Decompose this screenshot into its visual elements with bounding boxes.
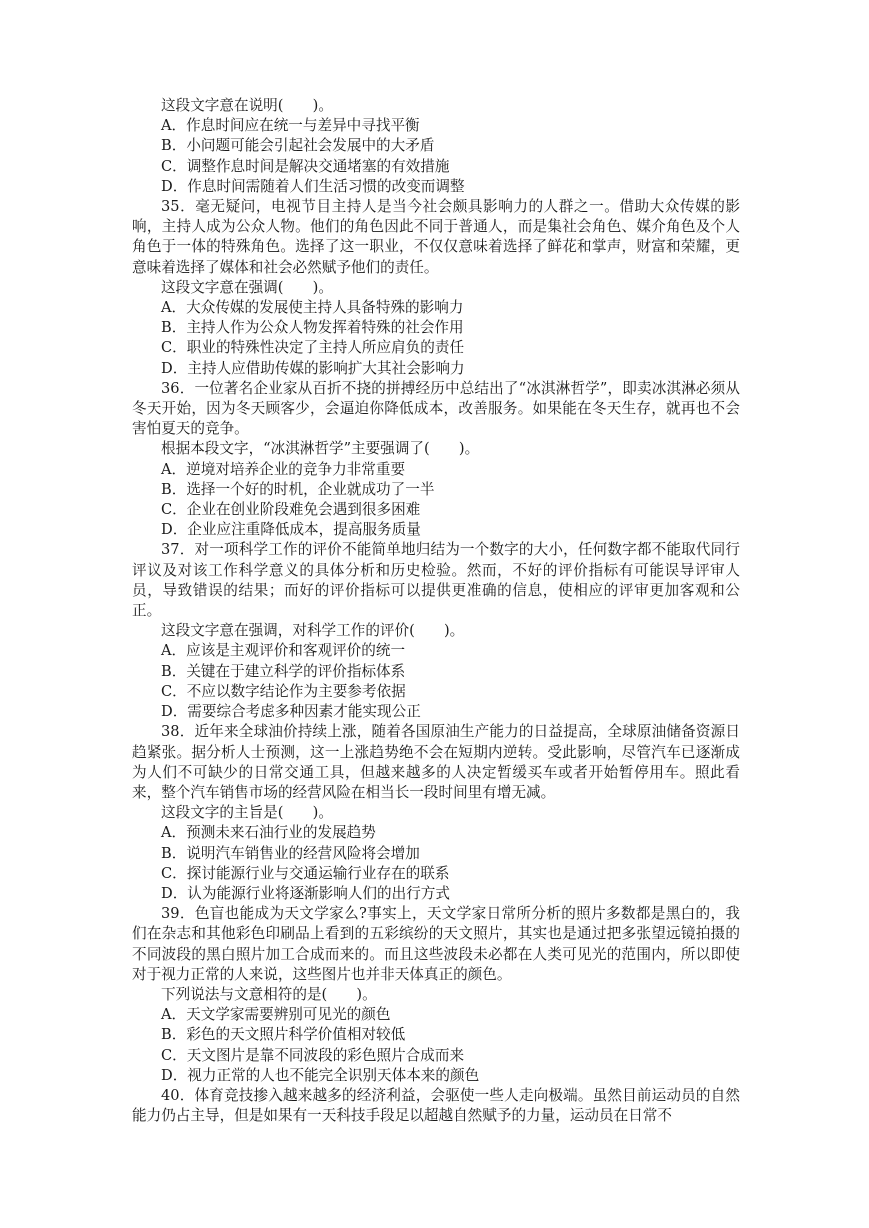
answer-option: C．调整作息时间是解决交通堵塞的有效措施	[161, 157, 450, 175]
answer-option: D．视力正常的人也不能完全识别天体本来的颜色	[161, 1066, 480, 1084]
question-prompt: 根据本段文字，“冰淇淋哲学”主要强调了( )。	[161, 440, 480, 458]
question-paragraph: 35．毫无疑问，电视节目主持人是当今社会颇具影响力的人群之一。借助大众传媒的影响，主持人成为公众人物。他们的角色因此不同于普通人，而是集社会角色、媒介角色及个人角色于一体的特殊角色。选择了这一职业，不仅仅意味着选择了鲜花和掌声，财富和荣耀，更意味着选择了媒体和社会必然赋予他们的责任。	[132, 198, 740, 276]
question-prompt: 这段文字意在强调( )。	[161, 278, 333, 296]
question-paragraph: 36．一位著名企业家从百折不挠的拼搏经历中总结出了“冰淇淋哲学”，即卖冰淇淋必须从冬天开始，因为冬天顾客少，会逼迫你降低成本，改善服务。如果能在冬天生存，就再也不会害怕夏天的竞争。	[132, 379, 740, 438]
answer-option: A．作息时间应在统一与差异中寻找平衡	[161, 117, 420, 135]
answer-option: D．需要综合考虑多种因素才能实现公正	[161, 703, 421, 721]
question-paragraph: 39．色盲也能成为天文学家么?事实上，天文学家日常所分析的照片多数都是黑白的，我们在杂志和其他彩色印刷品上看到的五彩缤纷的天文照片，其实也是通过把多张望远镜拍摄的不同波段的黑白照片加工合成而来的。而且这些波段未必都在人类可见光的范围内，所以即使对于视力正常的人来说，这些图片也并非天体真正的颜色。	[132, 905, 740, 983]
answer-option: C．天文图片是靠不同波段的彩色照片合成而来	[161, 1046, 465, 1064]
answer-option: B．主持人作为公众人物发挥着特殊的社会作用	[161, 319, 464, 337]
answer-option: B．选择一个好的时机，企业就成功了一半	[161, 480, 435, 498]
answer-option: A．应该是主观评价和客观评价的统一	[161, 642, 406, 660]
document-page	[132, 96, 740, 1126]
question-prompt: 下列说法与文意相符的是( )。	[161, 985, 377, 1003]
answer-option: B．关键在于建立科学的评价指标体系	[161, 662, 406, 680]
answer-option: C．企业在创业阶段难免会遇到很多困难	[161, 501, 421, 519]
answer-option: A．逆境对培养企业的竞争力非常重要	[161, 460, 406, 478]
question-paragraph: 38．近年来全球油价持续上涨，随着各国原油生产能力的日益提高，全球原油储备资源日趋紧张。据分析人士预测，这一上涨趋势绝不会在短期内逆转。受此影响，尽管汽车已逐渐成为人们不可缺少的日常交通工具，但越来越多的人决定暂缓买车或者开始暂停用车。照此看来，整个汽车销售市场的经营风险在相当长一段时间里有增无减。	[132, 723, 740, 801]
answer-option: C．不应以数字结论作为主要参考依据	[161, 682, 406, 700]
answer-option: A．天文学家需要辨别可见光的颜色	[161, 1006, 391, 1024]
answer-option: C．职业的特殊性决定了主持人所应肩负的责任	[161, 339, 465, 357]
question-prompt: 这段文字意在说明( )。	[161, 97, 333, 114]
answer-option: B．小问题可能会引起社会发展中的大矛盾	[161, 137, 435, 155]
answer-option: A．预测未来石油行业的发展趋势	[161, 824, 376, 842]
question-prompt: 这段文字的主旨是( )。	[161, 804, 333, 822]
answer-option: B．彩色的天文照片科学价值相对较低	[161, 1026, 406, 1044]
answer-option: D．作息时间需随着人们生活习惯的改变而调整	[161, 177, 465, 195]
question-paragraph: 40．体育竞技掺入越来越多的经济利益，会驱使一些人走向极端。虽然目前运动员的自然能力仍占主导，但是如果有一天科技手段足以超越自然赋予的力量，运动员在日常不	[132, 1086, 740, 1125]
question-prompt: 这段文字意在强调，对科学工作的评价( )。	[161, 622, 465, 640]
question-paragraph: 37．对一项科学工作的评价不能简单地归结为一个数字的大小，任何数字都不能取代同行评议及对该工作科学意义的具体分析和历史检验。然而，不好的评价指标有可能误导评审人员，导致错误的结果；而好的评价指标可以提供更准确的信息，使相应的评审更加客观和公正。	[132, 541, 740, 620]
answer-option: B．说明汽车销售业的经营风险将会增加	[161, 844, 420, 862]
answer-option: D．主持人应借助传媒的影响扩大其社会影响力	[161, 359, 465, 377]
answer-option: D．认为能源行业将逐渐影响人们的出行方式	[161, 884, 450, 902]
answer-option: A．大众传媒的发展使主持人具备特殊的影响力	[161, 299, 464, 317]
answer-option: D．企业应注重降低成本，提高服务质量	[161, 521, 421, 539]
answer-option: C．探讨能源行业与交通运输行业存在的联系	[161, 864, 450, 882]
